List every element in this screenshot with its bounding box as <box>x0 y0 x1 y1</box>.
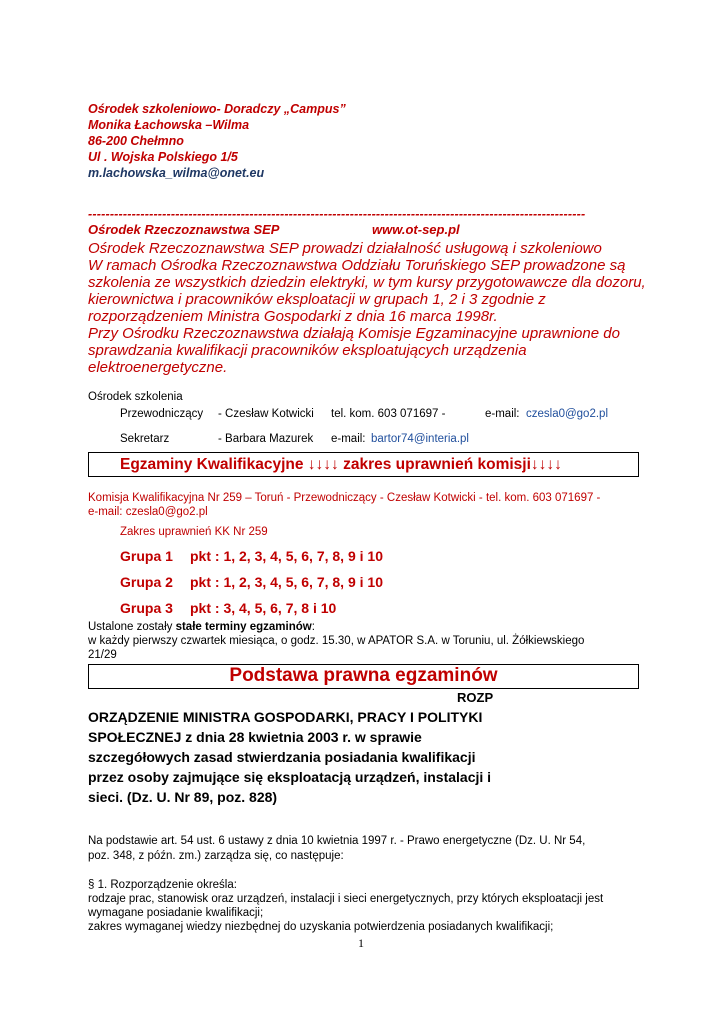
terms-prefix: Ustalone zostały <box>88 621 176 633</box>
page-number: 1 <box>358 936 364 950</box>
regulation-line-5: sieci. (Dz. U. Nr 89, poz. 828) <box>88 789 278 805</box>
group-3-name: Grupa 3 <box>120 600 173 616</box>
body-p1-line-2: poz. 348, z późn. zm.) zarządza się, co następuje: <box>88 850 344 862</box>
regulation-line-2b: z dnia 28 kwietnia 2003 r. w sprawie <box>185 729 422 745</box>
center-name: Ośrodek szkoleniowo- Doradczy „Campus” <box>88 102 346 116</box>
chair-email-link[interactable]: czesla0@go2.pl <box>526 408 608 420</box>
secretary-email-link[interactable]: bartor74@interia.pl <box>371 433 469 445</box>
terms-line-3: 21/29 <box>88 649 117 661</box>
legal-basis-title: Podstawa prawna egzaminów <box>229 665 498 686</box>
chair-role: Przewodniczący <box>120 408 204 420</box>
regulation-line-1: ORZĄDZENIE MINISTRA GOSPODARKI, PRACY I POLITYKI <box>88 709 483 725</box>
regulation-line-4: przez osoby zajmujące się eksploatacją urządzeń, instalacji i <box>88 769 492 785</box>
group-1-points: pkt : 1, 2, 3, 4, 5, 6, 7, 8, 9 i 10 <box>190 548 383 564</box>
body-section-1-line-3: wymagane posiadanie kwalifikacji; <box>88 907 264 919</box>
terms-line-1 <box>88 620 315 634</box>
header-email-link[interactable]: m.lachowska_wilma@onet.eu <box>88 166 265 180</box>
group-1-name: Grupa 1 <box>120 548 173 564</box>
terms-line-2: w każdy pierwszy czwartek miesiąca, o godz. 15.30, w APATOR S.A. w Toruniu, ul. Żółkiewskiego <box>88 635 585 647</box>
regulation-line-2a: SPOŁECZNEJ <box>88 729 182 745</box>
street-address: Ul . Wojska Polskiego 1/5 <box>88 150 238 164</box>
secretary-email-label: e-mail: <box>331 433 366 445</box>
chair-name: - Czesław Kotwicki <box>218 408 314 420</box>
sep-line-1: Ośrodek Rzeczoznawstwa SEP prowadzi działalność usługową i szkoleniowo <box>88 240 602 257</box>
regulation-rozp: ROZP <box>457 690 494 705</box>
commission-scope: Zakres uprawnień KK Nr 259 <box>120 526 268 538</box>
body-p1-line-1: Na podstawie art. 54 ust. 6 ustawy z dnia 10 kwietnia 1997 r. - Prawo energetyczne (Dz. U. Nr 54, <box>88 835 586 847</box>
sep-line-5: rozporządzeniem Ministra Gospodarki z dnia 16 marca 1998r. <box>88 308 498 325</box>
sep-line-7: sprawdzania kwalifikacji pracowników eksploatujących urządzenia <box>88 342 527 359</box>
group-2-points: pkt : 1, 2, 3, 4, 5, 6, 7, 8, 9 i 10 <box>190 574 383 590</box>
postal-city: 86-200 Chełmno <box>88 134 184 148</box>
body-section-1-line-4: zakres wymaganej wiedzy niezbędnej do uzyskania potwierdzenia posiadanych kwalifikacji; <box>88 921 554 933</box>
regulation-line-3: szczegółowych zasad stwierdzania posiadania kwalifikacji <box>88 749 476 765</box>
sep-line-2: W ramach Ośrodka Rzeczoznawstwa Oddziału Toruńskiego SEP prowadzone są <box>88 257 626 274</box>
dashed-separator: ------------------------------------------------------------------------------------------------------------------ <box>88 207 586 221</box>
sep-website-link[interactable]: www.ot-sep.pl <box>372 222 460 237</box>
sep-title: Ośrodek Rzeczoznawstwa SEP <box>88 222 280 237</box>
terms-bold: stałe terminy egzaminów <box>175 621 312 633</box>
commission-line-2: e-mail: czesla0@go2.pl <box>88 506 208 518</box>
chair-email-label: e-mail: <box>485 408 520 420</box>
group-2-name: Grupa 2 <box>120 574 173 590</box>
sep-line-8: elektroenergetyczne. <box>88 359 228 376</box>
legal-basis-box <box>88 664 639 689</box>
owner-name: Monika Łachowska –Wilma <box>88 118 250 132</box>
group-3-points: pkt : 3, 4, 5, 6, 7, 8 i 10 <box>190 600 337 616</box>
exams-box-title: Egzaminy Kwalifikacyjne ↓↓↓↓ zakres uprawnień komisji↓↓↓↓ <box>120 456 562 473</box>
sep-line-4: kierownictwa i pracowników eksploatacji w grupach 1, 2 i 3 zgodnie z <box>88 291 546 308</box>
sep-line-6: Przy Ośrodku Rzeczoznawstwa działają Komisje Egzaminacyjne uprawnione do <box>88 325 620 342</box>
body-section-1-line-2: rodzaje prac, stanowisk oraz urządzeń, instalacji i sieci energetycznych, przy których eksploatacji jest <box>88 893 604 905</box>
terms-suffix: : <box>311 621 315 633</box>
body-section-1: § 1. Rozporządzenie określa: <box>88 879 237 891</box>
commission-line-1: Komisja Kwalifikacyjna Nr 259 – Toruń - Przewodniczący - Czesław Kotwicki - tel. kom. 603 071697 - <box>88 492 601 504</box>
exams-box <box>88 452 639 477</box>
secretary-name: - Barbara Mazurek <box>218 433 314 445</box>
training-center-label: Ośrodek szkolenia <box>88 391 183 403</box>
sep-line-3: szkolenia ze wszystkich dziedzin elektryki, w tym kursy przygotowawcze dla dozoru, <box>88 274 646 291</box>
regulation-line-2 <box>88 727 422 747</box>
secretary-role: Sekretarz <box>120 433 170 445</box>
chair-phone: tel. kom. 603 071697 - <box>331 408 446 420</box>
